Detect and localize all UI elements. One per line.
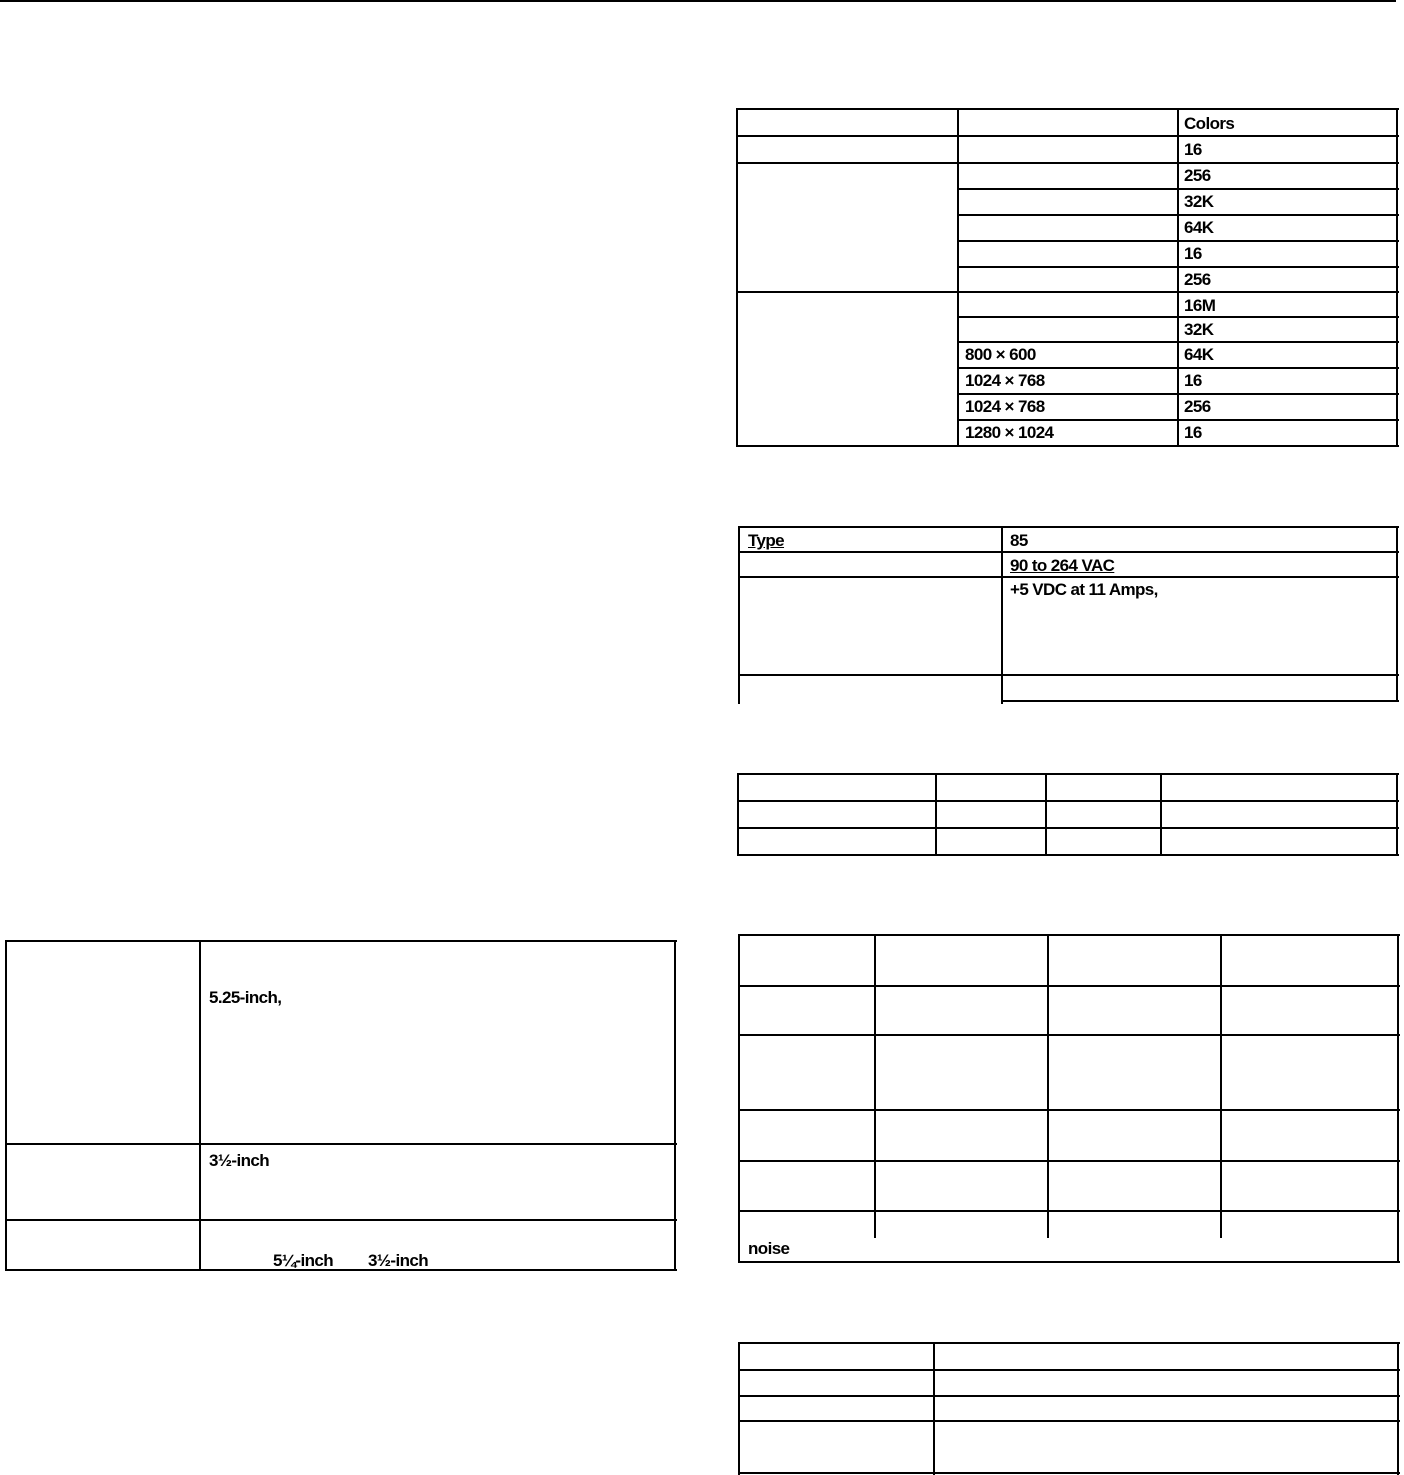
type-label: Type <box>748 531 785 550</box>
row-divider <box>957 188 1399 190</box>
column-divider <box>1177 108 1179 447</box>
colors-cell: 16 <box>1184 140 1202 159</box>
power-supply-table <box>736 526 1399 704</box>
colors-cell: 256 <box>1184 166 1211 185</box>
colors-header: Colors <box>1184 114 1235 133</box>
table-border-bottom <box>738 1472 1400 1474</box>
row-divider <box>736 291 1399 293</box>
input-voltage-value: 90 to 264 VAC <box>1010 556 1115 575</box>
table-border-bottom <box>1001 700 1399 702</box>
type-value: 85 <box>1010 531 1028 550</box>
table-border-left <box>738 1342 740 1475</box>
drives-table <box>5 940 677 1273</box>
video-modes-table <box>736 108 1399 448</box>
table-border-left <box>738 934 740 1263</box>
table-border-bottom <box>738 1261 1400 1263</box>
table-border-top <box>738 934 1400 936</box>
row-divider <box>738 674 1399 676</box>
colors-cell: 256 <box>1184 397 1211 416</box>
table-border-right <box>1397 934 1399 1263</box>
noise-label: noise <box>748 1239 790 1258</box>
table-border-top <box>737 773 1399 775</box>
drive-type-cell: 3½-inch <box>368 1251 429 1270</box>
row-divider <box>738 1160 1400 1162</box>
row-divider <box>957 316 1399 318</box>
row-divider <box>738 551 1399 553</box>
table-border-left <box>738 526 740 704</box>
specs-table-small <box>737 773 1399 857</box>
colors-cell: 16 <box>1184 371 1202 390</box>
row-divider <box>957 240 1399 242</box>
colors-cell: 32K <box>1184 320 1214 339</box>
row-divider <box>957 419 1399 421</box>
column-divider <box>1001 526 1003 704</box>
row-divider <box>738 1395 1400 1397</box>
column-divider <box>874 934 876 1238</box>
row-divider <box>738 1210 1400 1212</box>
column-divider <box>935 773 937 856</box>
colors-cell: 16 <box>1184 244 1202 263</box>
resolution-cell: 800 × 600 <box>965 345 1036 364</box>
table-border-right <box>1396 526 1398 702</box>
row-divider <box>738 1109 1400 1111</box>
environment-table <box>736 934 1400 1264</box>
column-divider <box>199 940 201 1271</box>
row-divider <box>736 162 1399 164</box>
output-value: +5 VDC at 11 Amps, <box>1010 580 1158 599</box>
column-divider <box>1047 934 1049 1238</box>
table-border-left <box>736 108 738 447</box>
table-border-bottom <box>736 445 1399 447</box>
column-divider <box>933 1342 935 1475</box>
row-divider <box>5 1143 677 1145</box>
colors-cell: 64K <box>1184 218 1214 237</box>
page-top-rule <box>0 0 1396 2</box>
row-divider <box>957 393 1399 395</box>
row-divider <box>5 1219 677 1221</box>
column-divider <box>1160 773 1162 856</box>
table-border-bottom <box>737 854 1399 856</box>
column-divider <box>957 108 959 447</box>
row-divider <box>738 1369 1400 1371</box>
table-border-top <box>736 108 1399 110</box>
row-divider <box>957 341 1399 343</box>
row-divider <box>738 985 1400 987</box>
row-divider <box>737 827 1399 829</box>
row-divider <box>738 1420 1400 1422</box>
resolution-cell: 1280 × 1024 <box>965 423 1054 442</box>
table-border-right <box>1396 108 1398 447</box>
column-divider <box>1220 934 1222 1238</box>
row-divider <box>737 800 1399 802</box>
row-divider <box>957 266 1399 268</box>
colors-cell: 32K <box>1184 192 1214 211</box>
resolution-cell: 1024 × 768 <box>965 397 1045 416</box>
table-border-top <box>5 940 677 942</box>
colors-cell: 16M <box>1184 296 1216 315</box>
resolution-cell: 1024 × 768 <box>965 371 1045 390</box>
row-divider <box>738 576 1399 578</box>
colors-cell: 256 <box>1184 270 1211 289</box>
table-border-top <box>738 526 1399 528</box>
table-border-bottom <box>5 1269 677 1271</box>
drive-type-cell: 5¼-inch <box>273 1251 334 1270</box>
specs-table-two-column <box>738 1342 1400 1475</box>
drive-type-cell: 5.25-inch, <box>209 988 282 1007</box>
drive-type-cell: 3½-inch <box>209 1151 270 1170</box>
table-border-top <box>738 1342 1400 1344</box>
table-border-right <box>674 940 676 1271</box>
row-divider <box>738 1034 1400 1036</box>
row-divider <box>957 214 1399 216</box>
column-divider <box>1045 773 1047 856</box>
table-border-left <box>5 940 7 1271</box>
table-border-right <box>1396 773 1398 856</box>
colors-cell: 64K <box>1184 345 1214 364</box>
colors-cell: 16 <box>1184 423 1202 442</box>
row-divider <box>736 135 1399 137</box>
row-divider <box>957 367 1399 369</box>
table-border-right <box>1397 1342 1399 1475</box>
table-border-left <box>737 773 739 856</box>
